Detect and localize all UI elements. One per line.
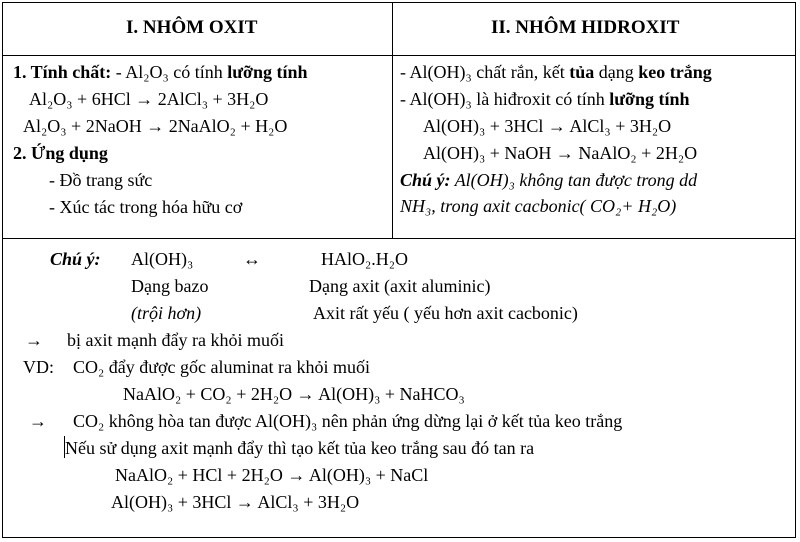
strong-acid-text: Nếu sử dụng axit mạnh đẩy thì tạo kết tủa keo trắng sau đó tan ra (65, 438, 535, 458)
strong-acid-eq-1: NaAlO₂ + HCl + 2H₂O → Al(OH)₃ + NaCl (115, 465, 429, 485)
acid-form: Dạng axit (axit aluminic) (309, 276, 491, 296)
hydroxide-eq-naoh: Al(OH)₃ + NaOH → NaAlO₂ + 2H₂O (423, 143, 698, 163)
hydroxide-line-1: - Al(OH)₃ chất rắn, kết tủa dạng keo trắng (400, 62, 712, 82)
oxide-property-line (13, 61, 308, 83)
header-aluminium-oxide: I. NHÔM OXIT (126, 17, 258, 38)
example-text: CO₂ đẩy được gốc aluminat ra khỏi muối (73, 357, 370, 377)
column-divider (392, 3, 393, 238)
conclusion-text: bị axit mạnh đẩy ra khỏi muối (67, 330, 284, 350)
amphoteric-label: lưỡng tính (227, 62, 308, 82)
formula-left: Al(OH)₃ (131, 249, 194, 269)
base-note: (trội hơn) (131, 303, 202, 323)
result-text: CO₂ không hòa tan được Al(OH)₃ nên phản ứng dừng lại ở kết tủa keo trắng (73, 411, 623, 431)
hydroxide-eq-hcl: Al(OH)₃ + 3HCl → AlCl₃ + 3H₂O (423, 116, 672, 136)
example-label: VD: (23, 357, 54, 377)
equilibrium-arrow: ↔ (243, 249, 261, 269)
result-arrow: → (29, 411, 47, 431)
acid-note: Axit rất yếu ( yếu hơn axit cacbonic) (313, 303, 578, 323)
example-equation: NaAlO₂ + CO₂ + 2H₂O → Al(OH)₃ + NaHCO₃ (123, 384, 465, 404)
property-title: 1. Tính chất: (13, 62, 112, 82)
strong-acid-eq-2: Al(OH)₃ + 3HCl → AlCl₃ + 3H₂O (111, 492, 360, 512)
oxide-eq-hcl: Al₂O₃ + 6HCl → 2AlCl₃ + 3H₂O (29, 89, 269, 109)
application-title: 2. Ứng dụng (13, 143, 108, 163)
header-aluminium-hydroxide: II. NHÔM HIDROXIT (491, 17, 680, 38)
oxide-eq-naoh: Al₂O₃ + 2NaOH → 2NaAlO₂ + H₂O (23, 116, 288, 136)
conclusion-arrow: → (25, 330, 43, 350)
formula-right: HAlO₂.H₂O (321, 249, 409, 269)
bottom-note-label: Chú ý: (50, 249, 101, 269)
content-table (2, 2, 796, 538)
hydroxide-note-2: NH₃, trong axit cacbonic( CO₂+ H₂O) (400, 196, 677, 216)
row-divider (3, 238, 795, 239)
hydroxide-note: Chú ý: Al(OH)₃ không tan được trong dd (400, 170, 698, 190)
property-text: - Al₂O₃ có tính (111, 62, 228, 82)
application-jewelry: - Đồ trang sức (49, 170, 153, 190)
application-catalyst: - Xúc tác trong hóa hữu cơ (49, 197, 243, 217)
base-form: Dạng bazo (131, 276, 209, 296)
hydroxide-line-2: - Al(OH)₃ là hiđroxit có tính lưỡng tính (400, 89, 690, 109)
